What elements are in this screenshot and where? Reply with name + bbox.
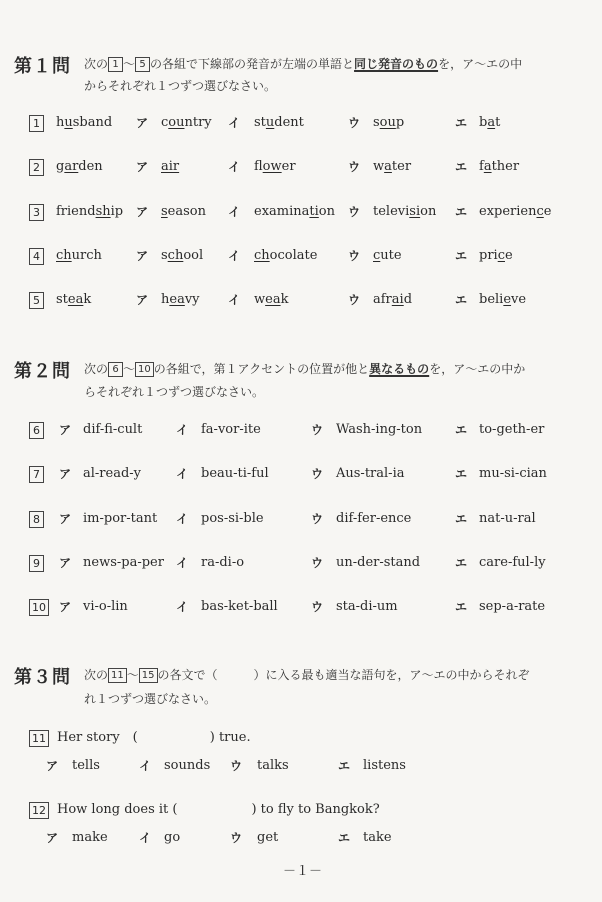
underlined-part: ow [262, 159, 282, 175]
page-number: －１－ [283, 864, 323, 879]
question-number [29, 599, 49, 619]
choice-mark: ウ [311, 511, 324, 526]
underlined-part: a [384, 159, 392, 175]
underlined-part: c [536, 203, 544, 219]
choice-word: pos-si-ble [201, 510, 264, 526]
choice-word: get [257, 830, 279, 845]
choice-mark: ア [59, 467, 72, 482]
question-number [29, 204, 44, 224]
section1-instruction-line2: からそれぞれ１つずつ選びなさい。 [84, 79, 277, 93]
choice-mark: エ [455, 511, 468, 526]
choice-word: soup [373, 115, 405, 130]
question-row [0, 202, 602, 222]
choice-mark: ウ [311, 423, 324, 437]
choice-mark: イ [176, 423, 189, 437]
question-number-box: 5 [29, 292, 44, 309]
question-number [29, 730, 49, 750]
underlined-part: a [487, 115, 496, 130]
choice-mark: イ [228, 248, 241, 263]
section3-instruction-line2: れ１つずつ選びなさい。 [84, 692, 217, 706]
question-number [29, 511, 44, 531]
choice-word: dif-fer-ence [336, 510, 412, 526]
choice-word: care-ful-ly [479, 554, 546, 570]
headword: husband [56, 115, 113, 130]
question-number-box: 8 [29, 511, 44, 528]
question-sentence: Her story ( ) true. [57, 730, 251, 745]
choice-word: go [164, 830, 181, 845]
choice-word: bas-ket-ball [201, 599, 278, 615]
choice-mark: ウ [311, 600, 324, 615]
choice-word: flower [254, 159, 296, 175]
choice-mark: ア [136, 116, 149, 130]
choice-word: weak [254, 292, 289, 308]
choice-word: school [161, 247, 204, 263]
choice-word: Wash-ing-ton [336, 422, 423, 437]
section2-instruction-line2: らそれぞれ１つずつ選びなさい。 [84, 385, 265, 399]
choice-word: water [373, 159, 412, 175]
range-start-box: 6 [108, 362, 123, 377]
choice-mark: エ [455, 293, 468, 308]
section3-instruction: 次の 11 ～ 15 の各文で（ ）に入る最も適当な語句を，ア～エの中からそれぞ [84, 668, 530, 682]
choice-mark: ウ [348, 293, 361, 308]
choice-word: sta-di-um [336, 599, 398, 615]
choice-mark: エ [455, 467, 468, 482]
choice-word: im-por-tant [83, 510, 158, 526]
question-number-box: 3 [29, 204, 44, 221]
section1-instruction: 次の 1 ～ 5 の各組で下線部の発音が左端の単語と同じ発音のものを，ア～エの中 [84, 57, 523, 71]
choice-word: make [72, 830, 108, 845]
question-sentence: How long does it ( ) to fly to Bangkok? [57, 802, 380, 817]
underlined-part: u [64, 115, 73, 130]
underlined-part: si [409, 203, 421, 219]
section3-title: 第３問 [14, 667, 71, 688]
underlined-part: a [483, 159, 492, 175]
choice-word: mu-si-cian [479, 466, 547, 482]
underlined-part: s [161, 203, 168, 219]
choice-mark: イ [228, 293, 241, 308]
underlined-part: u [265, 115, 275, 130]
choice-word: Aus-tral-ia [336, 466, 405, 482]
choice-mark: イ [228, 204, 241, 219]
underlined-part: ea [265, 292, 281, 308]
choice-word: experience [479, 203, 552, 219]
choice-word: sep-a-rate [479, 599, 546, 615]
underlined-part: ch [56, 247, 72, 263]
choice-word: listens [363, 758, 406, 773]
question-number-box: 1 [29, 115, 44, 132]
choice-mark: イ [176, 555, 189, 570]
section2-instruction: 次の 6 ～ 10 の各組で，第１アクセントの位置が他と異なるものを，ア～エの中か [84, 362, 526, 376]
choice-mark: エ [455, 116, 468, 130]
question-number-box: 7 [29, 466, 44, 483]
choice-mark: ア [136, 204, 149, 219]
choice-word: ra-di-o [201, 554, 245, 570]
choice-mark: ア [59, 423, 72, 437]
choice-mark: エ [455, 600, 468, 615]
question-number-box: 11 [29, 730, 49, 747]
choice-mark: ウ [348, 160, 361, 175]
choice-word: afraid [373, 292, 413, 308]
underlined-part: c [373, 247, 381, 263]
question-number-box: 6 [29, 422, 44, 439]
choice-mark: エ [455, 160, 468, 175]
choice-row [0, 756, 602, 776]
underlined-part: ch [254, 247, 270, 263]
underlined-part: ea [169, 292, 185, 308]
choice-word: al-read-y [83, 466, 142, 482]
choice-word: to-geth-er [479, 422, 545, 437]
choice-word: country [161, 115, 212, 130]
emphasis-text: 異なるもの [369, 362, 430, 376]
choice-mark: ウ [348, 248, 361, 263]
underlined-part: c [497, 247, 505, 263]
choice-mark: イ [176, 600, 189, 615]
emphasis-text: 同じ発音のもの [354, 57, 439, 71]
choice-row [0, 828, 602, 848]
choice-word: television [373, 203, 437, 219]
choice-mark: エ [338, 831, 351, 845]
choice-mark: イ [139, 831, 152, 845]
choice-mark: ア [136, 248, 149, 263]
headword: garden [56, 159, 103, 175]
section1-title: 第１問 [14, 56, 71, 77]
underlined-part: ar [64, 159, 79, 175]
choice-word: cute [373, 247, 402, 263]
question-number-box: 2 [29, 159, 44, 176]
choice-word [161, 157, 179, 177]
headword: steak [56, 292, 92, 308]
choice-word: bat [479, 115, 501, 130]
choice-mark: エ [455, 423, 468, 437]
question-row [0, 157, 602, 177]
question-number-box: 4 [29, 248, 44, 265]
choice-mark: ウ [311, 555, 324, 570]
choice-word: un-der-stand [336, 554, 421, 570]
question-number [29, 292, 44, 312]
choice-word: examination [254, 203, 335, 219]
choice-mark: ウ [348, 204, 361, 219]
question-row [0, 464, 602, 484]
choice-mark: イ [228, 160, 241, 175]
choice-word: student [254, 115, 304, 130]
choice-word: nat-u-ral [479, 510, 536, 526]
question-number-box: 10 [29, 599, 49, 616]
choice-word: father [479, 159, 520, 175]
choice-mark: エ [455, 248, 468, 263]
choice-word: beau-ti-ful [201, 466, 269, 482]
choice-mark: ウ [230, 759, 243, 773]
question-row [0, 597, 602, 617]
underlined-part: ti [309, 203, 319, 219]
question-sentence-row [0, 800, 602, 820]
question-number-box: 12 [29, 802, 49, 819]
question-row [0, 113, 602, 133]
underlined-part: e [503, 292, 512, 308]
choice-word: sounds [164, 758, 211, 773]
question-number-box: 9 [29, 555, 44, 572]
underlined-part: sh [95, 203, 111, 219]
choice-word: season [161, 203, 206, 219]
choice-mark: ア [59, 511, 72, 526]
question-number [29, 422, 44, 442]
choice-mark: エ [455, 204, 468, 219]
choice-word: dif-fi-cult [83, 422, 143, 437]
choice-mark: エ [455, 555, 468, 570]
choice-mark: ア [59, 600, 72, 615]
question-row [0, 420, 602, 440]
range-start-box: 11 [108, 668, 127, 683]
choice-mark: ア [46, 831, 59, 845]
choice-mark: ア [136, 160, 149, 175]
choice-word: talks [257, 758, 289, 773]
choice-mark: イ [228, 116, 241, 130]
question-row [0, 290, 602, 310]
underlined-part: ea [67, 292, 84, 308]
choice-mark: ウ [311, 467, 324, 482]
choice-mark: ア [59, 555, 72, 570]
section2-title: 第２問 [14, 361, 71, 382]
question-sentence-row [0, 728, 602, 748]
headword: church [56, 247, 102, 263]
range-start-box: 1 [108, 57, 123, 72]
choice-mark: イ [176, 467, 189, 482]
choice-mark: ア [46, 759, 59, 773]
choice-mark: イ [176, 511, 189, 526]
choice-mark: ア [136, 293, 149, 308]
question-number [29, 115, 44, 135]
headword: friendship [56, 203, 124, 219]
underlined-part: ch [167, 247, 184, 263]
range-end-box: 15 [139, 668, 158, 683]
question-number [29, 248, 44, 268]
range-end-box: 5 [135, 57, 150, 72]
choice-word: price [479, 247, 513, 263]
choice-word: heavy [161, 292, 200, 308]
choice-mark: イ [139, 759, 152, 773]
choice-word: tells [72, 758, 100, 773]
choice-word: news-pa-per [83, 554, 164, 570]
choice-mark: ウ [230, 831, 243, 845]
question-number [29, 555, 44, 575]
question-row [0, 509, 602, 529]
question-row [0, 553, 602, 573]
range-end-box: 10 [135, 362, 154, 377]
choice-word: chocolate [254, 247, 318, 263]
underlined-part: ou [379, 115, 396, 130]
choice-mark: ウ [348, 116, 361, 130]
choice-word: vi-o-lin [83, 599, 128, 615]
choice-word: fa-vor-ite [201, 422, 261, 437]
question-number [29, 159, 44, 179]
question-number [29, 466, 44, 486]
underlined-part: ai [391, 292, 404, 308]
choice-word: believe [479, 292, 527, 308]
choice-word: take [363, 830, 392, 845]
choice-mark: エ [338, 759, 351, 773]
question-row [0, 246, 602, 266]
question-number [29, 802, 49, 822]
underlined-part: air [161, 159, 180, 175]
underlined-part: ou [168, 115, 185, 130]
